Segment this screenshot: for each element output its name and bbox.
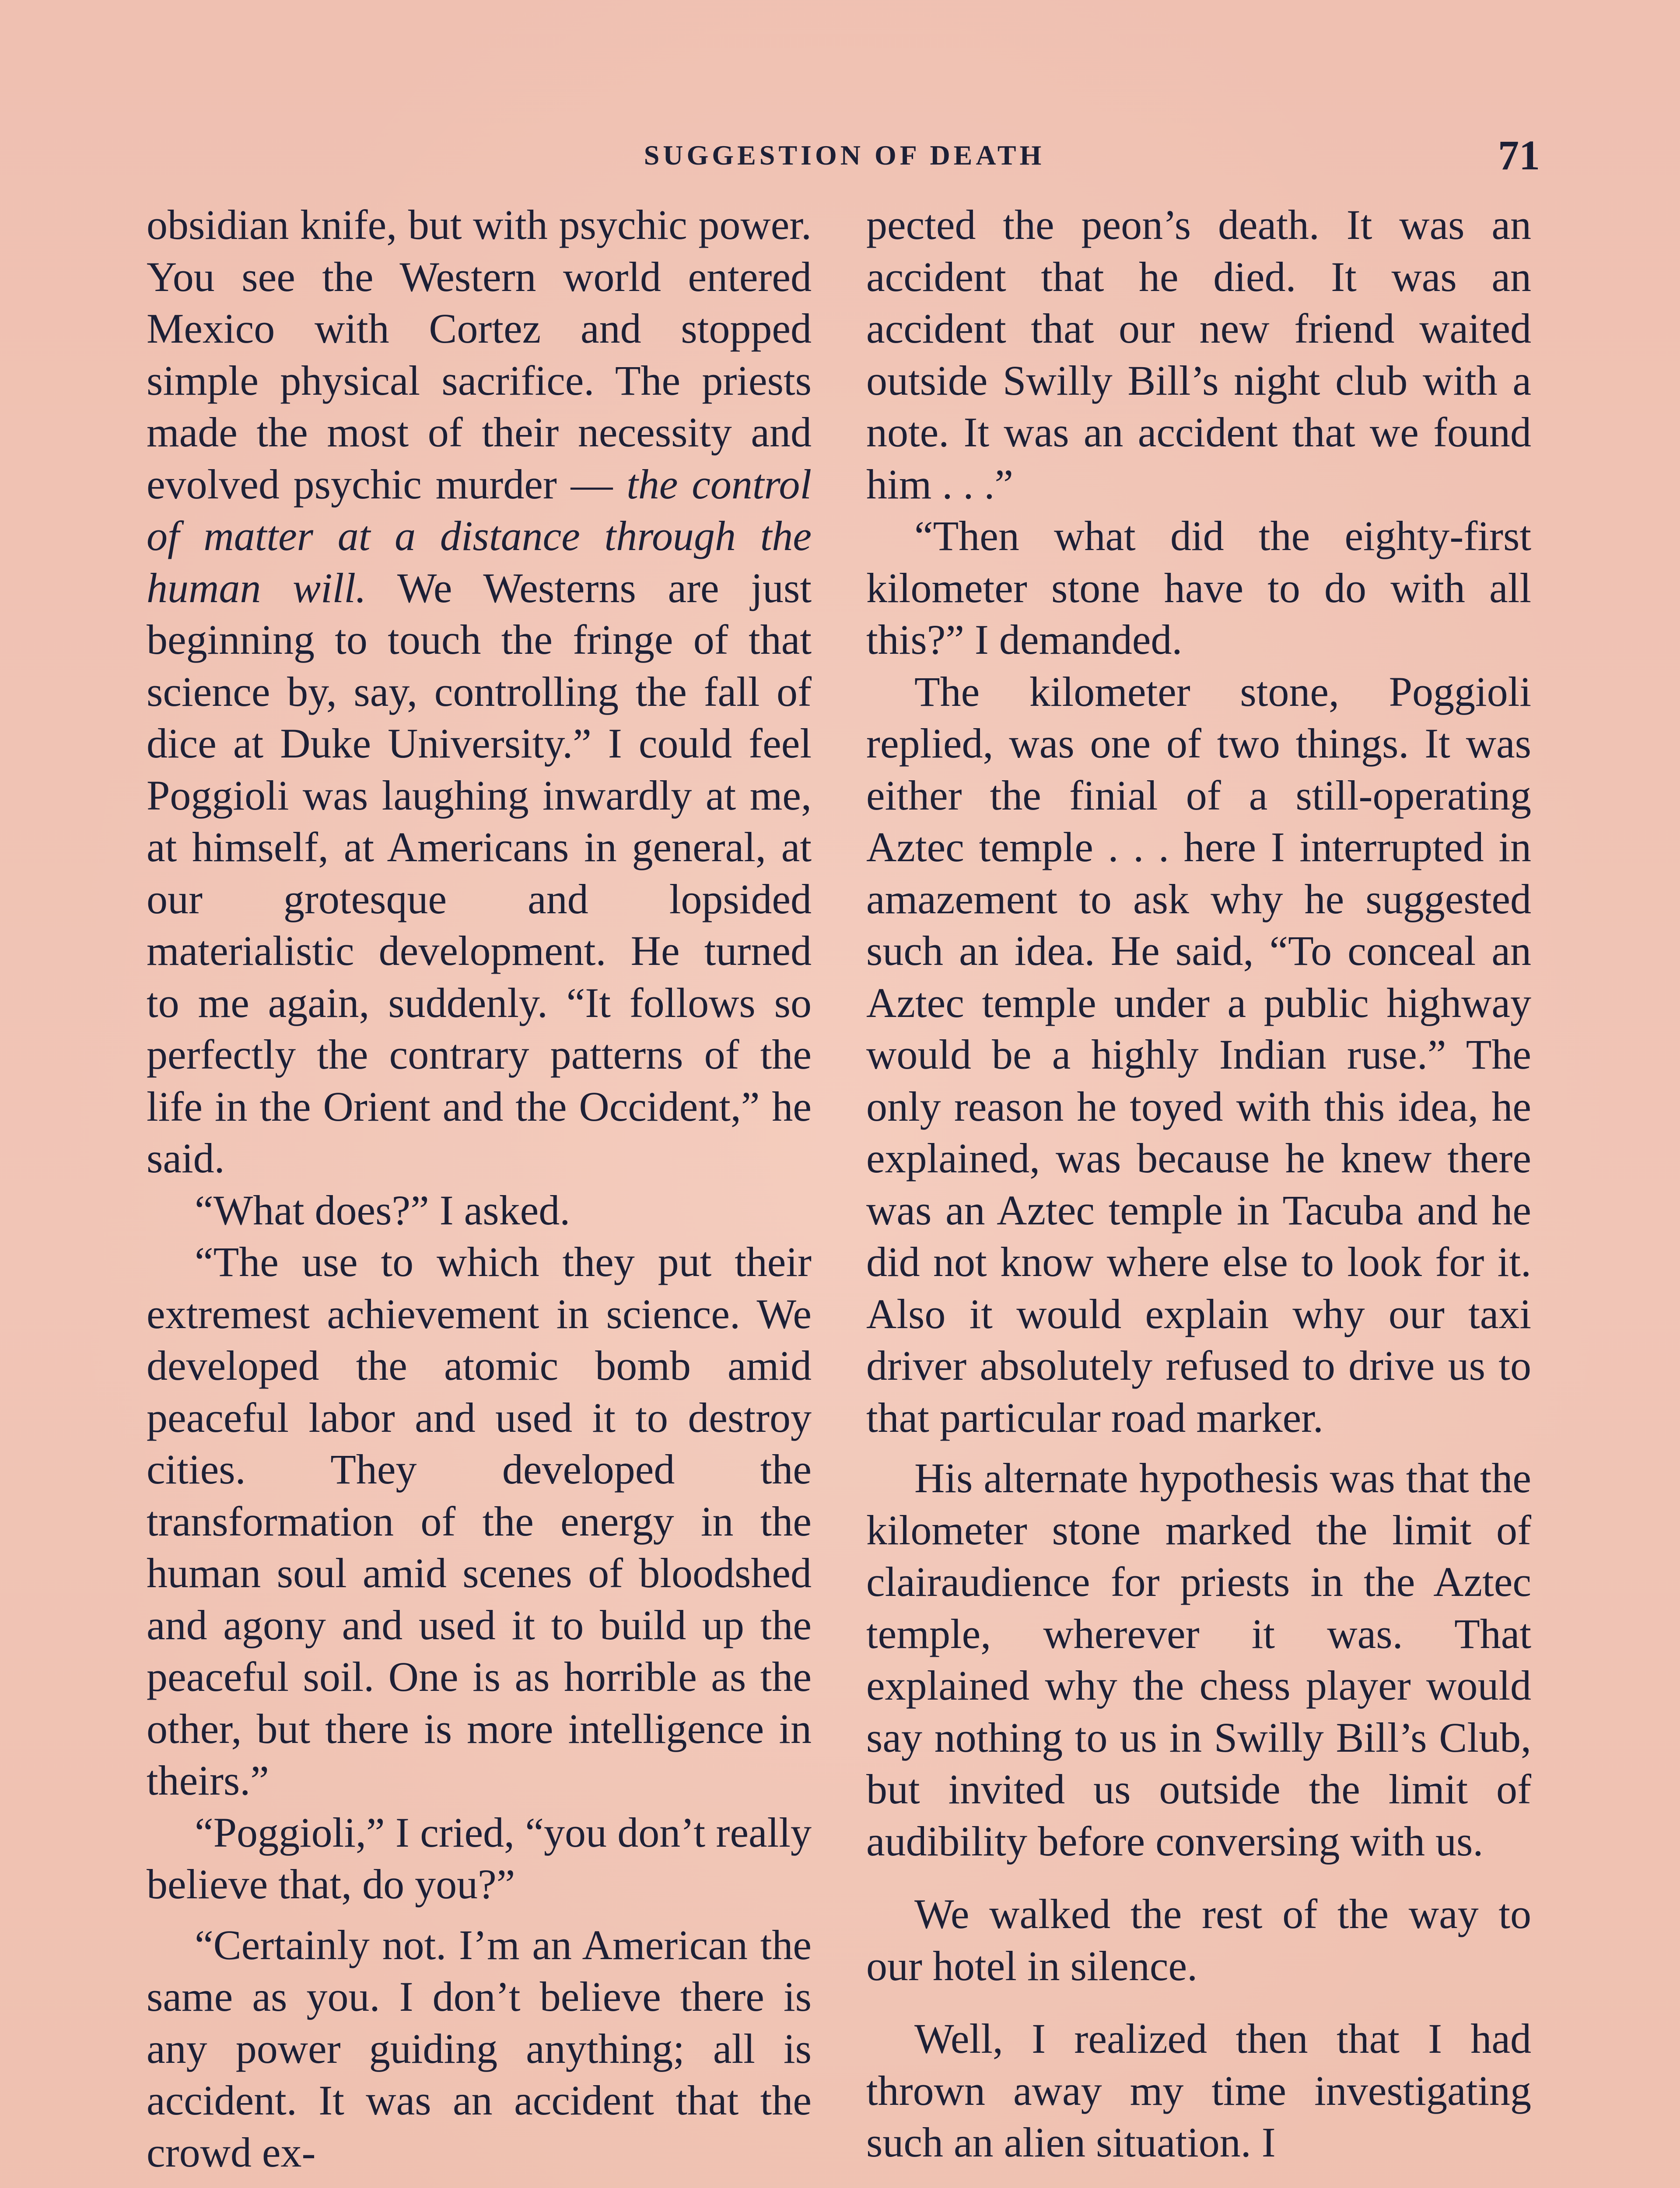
- paragraph: We walked the rest of the way to our hotel in silence.: [866, 1890, 1531, 1989]
- paragraph: “Poggioli,” I cried, “you don’t really believe that, do you?”: [147, 1809, 812, 1907]
- paragraph: “What does?” I asked.: [195, 1186, 570, 1234]
- paragraph: Well, I realized then that I had thrown away my time investigating such an alien situation. I: [866, 2015, 1531, 2166]
- text-run: obsidian knife, but with psychic power. You see the Western world entered Mexico with Cortez and stopped simple physical sacrifice. The priests made the most of their necessity and evolved psychic murder —: [147, 201, 812, 508]
- paragraph: “The use to which they put their extremest achievement in science. We developed the atomic bomb amid peaceful labor and used it to destroy cities. They developed the transformation of the energy in the human soul amid scenes of bloodshed and agony and used it to build up the peaceful soil. One is as horrible as the other, but there is more intelligence in theirs.”: [147, 1238, 812, 1804]
- paragraph: “Then what did the eighty-first kilometer stone have to do with all this?” I demanded.: [866, 512, 1531, 663]
- paragraph: “Certainly not. I’m an American the same as you. I don’t believe there is any power guiding anything; all is accident. It was an accident that the crowd ex-: [147, 1921, 812, 2176]
- paragraph: [147, 199, 812, 1185]
- paragraph: pected the peon’s death. It was an accident that he died. It was an accident that our new friend waited outside Swilly Bill’s night club with a note. It was an accident that we found him . . .”: [866, 201, 1531, 508]
- text-run: We Westerns are just beginning to touch the fringe of that science by, say, controlling the fall of dice at Duke University.” I could feel Poggioli was laughing inwardly at me, at himself, at Americans in general, at our grotesque and lopsided materialistic development. He turned to me again, suddenly. “It follows so perfectly the contrary patterns of the life in the Orient and the Occident,” he said.: [147, 564, 812, 1182]
- paragraph: His alternate hypothesis was that the kilometer stone marked the limit of clairaudience for priests in the Aztec temple, wherever it was. That explained why the chess player would say nothing to us in Swilly Bill’s Club, but invited us outside the limit of audibility before conversing with us.: [866, 1455, 1531, 1865]
- page-number: 71: [1498, 132, 1540, 179]
- running-title: SUGGESTION OF DEATH: [644, 140, 1045, 171]
- right-column: [866, 199, 1531, 2169]
- left-column: [147, 199, 812, 2178]
- running-head: [149, 131, 1540, 179]
- paragraph: The kilometer stone, Poggioli replied, was one of two things. It was either the finial of a still-operating Aztec temple . . . here I interrupted in amazement to ask why he suggested such an idea. He said, “To conceal an Aztec temple under a public highway would be a highly Indian ruse.” The only reason he toyed with this idea, he explained, was because he knew there was an Aztec temple in Tacuba and he did not know where else to look for it. Also it would explain why our taxi driver absolutely refused to drive us to that particular road marker.: [866, 668, 1531, 1441]
- italic-text: the control of matter at a distance through the human will.: [147, 460, 812, 611]
